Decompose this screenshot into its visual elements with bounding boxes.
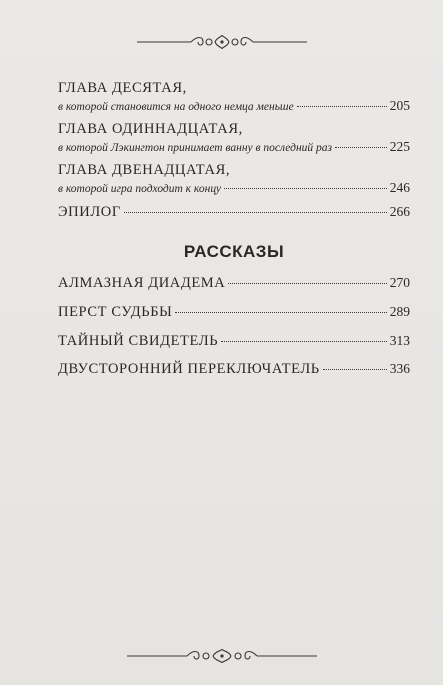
entry-label: ДВУСТОРОННИЙ ПЕРЕКЛЮЧАТЕЛЬ — [58, 361, 320, 377]
chapter-subtitle: в которой становится на одного немца меньше — [58, 101, 294, 113]
toc-entry-story — [58, 304, 410, 321]
dot-leader — [297, 106, 387, 107]
toc-entry-chapter-11 — [58, 121, 410, 155]
dot-leader — [175, 312, 386, 313]
toc-entry-story — [58, 275, 410, 292]
entry-label: ТАЙНЫЙ СВИДЕТЕЛЬ — [58, 333, 219, 349]
toc-entry-story — [58, 333, 410, 350]
dot-leader — [335, 147, 387, 148]
dot-leader — [221, 341, 387, 342]
page-number: 270 — [389, 275, 410, 290]
toc-entry-chapter-10 — [58, 80, 410, 114]
chapter-title: ГЛАВА ОДИННАДЦАТАЯ, — [58, 121, 243, 137]
dot-leader — [323, 369, 387, 370]
dot-leader — [224, 188, 387, 189]
page-number: 266 — [389, 204, 410, 219]
top-flourish-icon — [0, 33, 443, 51]
page-number: 313 — [389, 333, 410, 348]
dot-leader — [228, 283, 386, 284]
bottom-flourish-icon — [0, 647, 443, 665]
chapter-subtitle: в которой Лэкингтон принимает ванну в последний раз — [58, 142, 333, 154]
entry-label: ПЕРСТ СУДЬБЫ — [58, 304, 173, 320]
page-number: 289 — [389, 304, 410, 319]
entry-label: АЛМАЗНАЯ ДИАДЕМА — [58, 275, 226, 291]
chapter-title: ГЛАВА ДВЕНАДЦАТАЯ, — [58, 162, 231, 178]
section-heading: РАССКАЗЫ — [183, 242, 285, 261]
entry-label: ЭПИЛОГ — [58, 204, 121, 220]
page-number: 205 — [389, 98, 410, 113]
toc-entry-story — [58, 361, 410, 378]
page-number: 336 — [389, 361, 410, 376]
chapter-subtitle: в которой игра подходит к концу — [58, 183, 222, 195]
toc-entry-epilogue — [58, 204, 410, 221]
page-number: 246 — [389, 180, 410, 195]
page-number: 225 — [389, 139, 410, 154]
toc-entry-chapter-12 — [58, 162, 410, 196]
chapter-title: ГЛАВА ДЕСЯТАЯ, — [58, 80, 187, 96]
dot-leader — [124, 212, 387, 213]
